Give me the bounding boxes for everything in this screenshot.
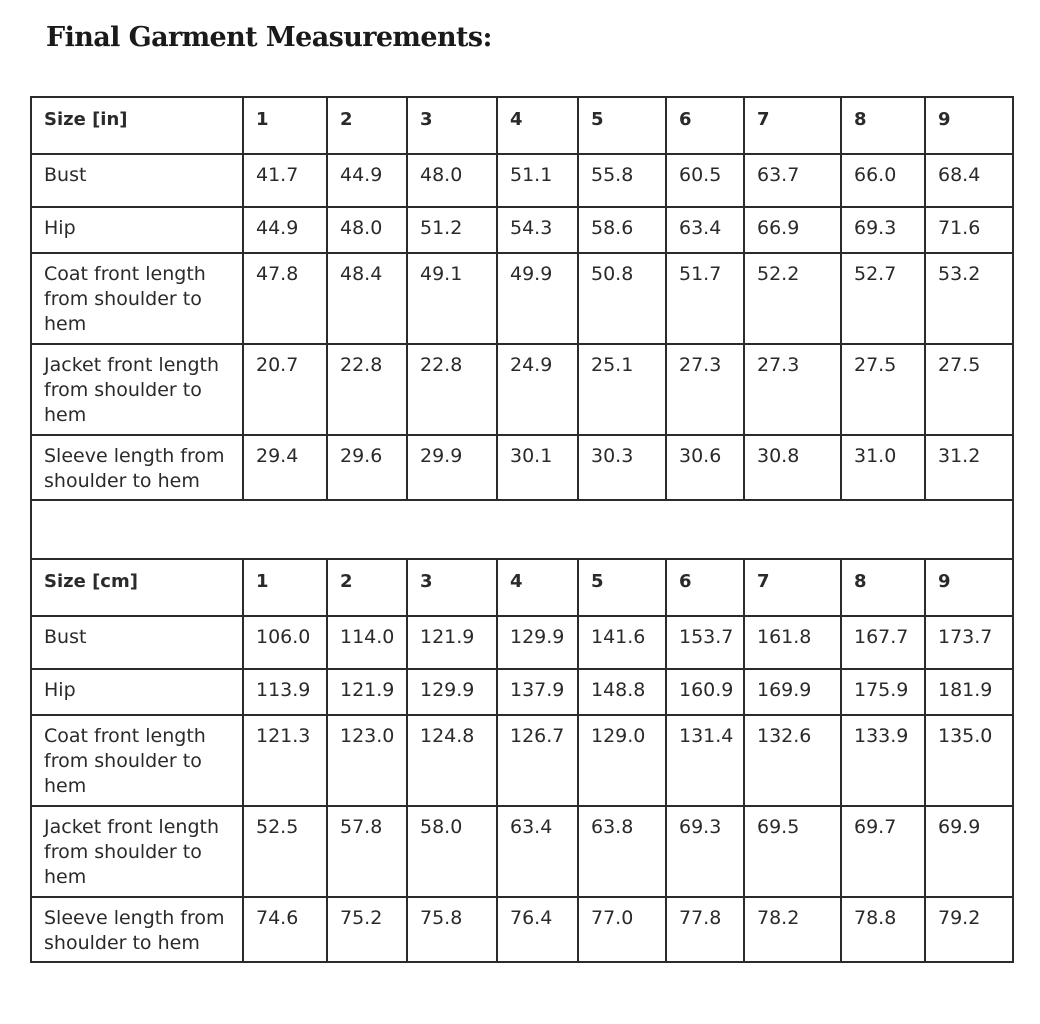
centimeters-jacket-front-length-size-5-cell bbox=[578, 806, 666, 897]
centimeters-jacket-front-length-size-2-cell bbox=[327, 806, 407, 897]
inches-coat-front-length-size-9: 53.2 bbox=[938, 263, 981, 285]
inches-coat-front-length-size-1-cell bbox=[243, 253, 327, 344]
centimeters-bust-size-4-cell bbox=[497, 616, 578, 669]
centimeters-sleeve-length-size-3-cell bbox=[407, 897, 497, 962]
centimeters-jacket-front-length-size-4: 63.4 bbox=[510, 816, 553, 838]
inches-coat-front-length-size-5-cell bbox=[578, 253, 666, 344]
inches-bust-size-9: 68.4 bbox=[938, 164, 981, 186]
inches-bust-size-9-cell bbox=[925, 154, 1013, 207]
centimeters-hip-size-6-cell bbox=[666, 669, 744, 715]
inches-bust-label: Bust bbox=[44, 164, 87, 186]
centimeters-size-3-cell bbox=[407, 559, 497, 616]
inches-sleeve-length-size-1: 29.4 bbox=[256, 445, 299, 467]
centimeters-coat-front-length-row bbox=[31, 715, 1013, 806]
inches-bust-size-6: 60.5 bbox=[679, 164, 722, 186]
inches-size-2-cell bbox=[327, 97, 407, 154]
centimeters-hip-size-9: 181.9 bbox=[938, 679, 993, 701]
centimeters-size-header-cell bbox=[31, 559, 243, 616]
centimeters-coat-front-length-size-1-cell bbox=[243, 715, 327, 806]
inches-hip-size-5-cell bbox=[578, 207, 666, 253]
inches-coat-front-length-size-8: 52.7 bbox=[854, 263, 897, 285]
inches-coat-front-length-row bbox=[31, 253, 1013, 344]
centimeters-bust-size-5: 141.6 bbox=[591, 626, 646, 648]
centimeters-sleeve-length-size-3: 75.8 bbox=[420, 907, 463, 929]
centimeters-hip-size-2-cell bbox=[327, 669, 407, 715]
centimeters-coat-front-length-size-7-cell bbox=[744, 715, 841, 806]
page-title: Final Garment Measurements: bbox=[46, 22, 492, 53]
centimeters-size-5-cell bbox=[578, 559, 666, 616]
inches-jacket-front-length-size-9-cell bbox=[925, 344, 1013, 435]
inches-bust-size-7-cell bbox=[744, 154, 841, 207]
inches-size-8: 8 bbox=[854, 109, 867, 130]
centimeters-sleeve-length-size-2: 75.2 bbox=[340, 907, 383, 929]
centimeters-bust-size-8: 167.7 bbox=[854, 626, 909, 648]
inches-hip-size-1: 44.9 bbox=[256, 217, 299, 239]
inches-coat-front-length-size-4-cell bbox=[497, 253, 578, 344]
inches-sleeve-length-size-3: 29.9 bbox=[420, 445, 463, 467]
inches-sleeve-length-size-2-cell bbox=[327, 435, 407, 500]
centimeters-coat-front-length-size-4-cell bbox=[497, 715, 578, 806]
centimeters-size-9: 9 bbox=[938, 571, 951, 592]
inches-hip-label: Hip bbox=[44, 217, 76, 239]
centimeters-jacket-front-length-size-8-cell bbox=[841, 806, 925, 897]
centimeters-coat-front-length-size-2: 123.0 bbox=[340, 725, 395, 747]
inches-hip-row bbox=[31, 207, 1013, 253]
inches-size-4: 4 bbox=[510, 109, 523, 130]
inches-bust-size-5: 55.8 bbox=[591, 164, 634, 186]
centimeters-bust-size-9: 173.7 bbox=[938, 626, 993, 648]
centimeters-coat-front-length-size-6: 131.4 bbox=[679, 725, 734, 747]
centimeters-coat-front-length-size-9-cell bbox=[925, 715, 1013, 806]
inches-sleeve-length-size-6: 30.6 bbox=[679, 445, 722, 467]
centimeters-hip-size-3-cell bbox=[407, 669, 497, 715]
centimeters-bust-size-6: 153.7 bbox=[679, 626, 734, 648]
centimeters-size-7-cell bbox=[744, 559, 841, 616]
inches-jacket-front-length-size-4: 24.9 bbox=[510, 354, 553, 376]
centimeters-size-5: 5 bbox=[591, 571, 604, 592]
inches-size-3-cell bbox=[407, 97, 497, 154]
inches-coat-front-length-size-3: 49.1 bbox=[420, 263, 463, 285]
centimeters-hip-size-7: 169.9 bbox=[757, 679, 812, 701]
inches-sleeve-length-size-5-cell bbox=[578, 435, 666, 500]
centimeters-coat-front-length-size-2-cell bbox=[327, 715, 407, 806]
centimeters-hip-size-1: 113.9 bbox=[256, 679, 311, 701]
inches-header-row bbox=[31, 97, 1013, 154]
centimeters-coat-front-length-size-8-cell bbox=[841, 715, 925, 806]
inches-bust-size-2-cell bbox=[327, 154, 407, 207]
centimeters-coat-front-length-size-7: 132.6 bbox=[757, 725, 812, 747]
inches-size-1-cell bbox=[243, 97, 327, 154]
centimeters-hip-size-8: 175.9 bbox=[854, 679, 909, 701]
section-divider-row bbox=[31, 500, 1013, 559]
centimeters-size-3: 3 bbox=[420, 571, 433, 592]
inches-jacket-front-length-size-2-cell bbox=[327, 344, 407, 435]
centimeters-coat-front-length-size-5-cell bbox=[578, 715, 666, 806]
inches-hip-size-6: 63.4 bbox=[679, 217, 722, 239]
centimeters-sleeve-length-size-7: 78.2 bbox=[757, 907, 800, 929]
inches-coat-front-length-label-cell bbox=[31, 253, 243, 344]
inches-coat-front-length-size-9-cell bbox=[925, 253, 1013, 344]
centimeters-bust-size-3: 121.9 bbox=[420, 626, 475, 648]
centimeters-coat-front-length-label: Coat front length from shoulder to hem bbox=[44, 725, 206, 797]
inches-sleeve-length-size-9-cell bbox=[925, 435, 1013, 500]
centimeters-bust-size-7: 161.8 bbox=[757, 626, 812, 648]
centimeters-sleeve-length-size-9: 79.2 bbox=[938, 907, 981, 929]
inches-jacket-front-length-size-4-cell bbox=[497, 344, 578, 435]
centimeters-bust-size-2-cell bbox=[327, 616, 407, 669]
inches-size-5-cell bbox=[578, 97, 666, 154]
centimeters-jacket-front-length-size-3-cell bbox=[407, 806, 497, 897]
centimeters-hip-size-7-cell bbox=[744, 669, 841, 715]
inches-sleeve-length-size-5: 30.3 bbox=[591, 445, 634, 467]
inches-coat-front-length-size-2: 48.4 bbox=[340, 263, 383, 285]
centimeters-bust-size-1: 106.0 bbox=[256, 626, 311, 648]
centimeters-bust-size-1-cell bbox=[243, 616, 327, 669]
inches-bust-size-2: 44.9 bbox=[340, 164, 383, 186]
centimeters-size-8: 8 bbox=[854, 571, 867, 592]
centimeters-jacket-front-length-size-7-cell bbox=[744, 806, 841, 897]
centimeters-size-header: Size [cm] bbox=[44, 571, 138, 592]
inches-coat-front-length-size-6-cell bbox=[666, 253, 744, 344]
inches-bust-row bbox=[31, 154, 1013, 207]
centimeters-hip-size-4: 137.9 bbox=[510, 679, 565, 701]
inches-coat-front-length-size-6: 51.7 bbox=[679, 263, 722, 285]
inches-size-7-cell bbox=[744, 97, 841, 154]
centimeters-coat-front-length-label-cell bbox=[31, 715, 243, 806]
centimeters-jacket-front-length-size-6-cell bbox=[666, 806, 744, 897]
centimeters-jacket-front-length-size-5: 63.8 bbox=[591, 816, 634, 838]
inches-coat-front-length-size-7-cell bbox=[744, 253, 841, 344]
inches-coat-front-length-label: Coat front length from shoulder to hem bbox=[44, 263, 206, 335]
centimeters-sleeve-length-size-4-cell bbox=[497, 897, 578, 962]
inches-sleeve-length-size-9: 31.2 bbox=[938, 445, 981, 467]
centimeters-bust-size-2: 114.0 bbox=[340, 626, 395, 648]
inches-jacket-front-length-size-6: 27.3 bbox=[679, 354, 722, 376]
centimeters-jacket-front-length-label: Jacket front length from shoulder to hem bbox=[44, 816, 219, 888]
inches-size-9-cell bbox=[925, 97, 1013, 154]
inches-jacket-front-length-size-8-cell bbox=[841, 344, 925, 435]
inches-size-header: Size [in] bbox=[44, 109, 128, 130]
inches-bust-size-6-cell bbox=[666, 154, 744, 207]
inches-size-7: 7 bbox=[757, 109, 770, 130]
inches-coat-front-length-size-3-cell bbox=[407, 253, 497, 344]
inches-bust-label-cell bbox=[31, 154, 243, 207]
centimeters-bust-row bbox=[31, 616, 1013, 669]
centimeters-sleeve-length-size-8: 78.8 bbox=[854, 907, 897, 929]
inches-bust-size-4: 51.1 bbox=[510, 164, 553, 186]
inches-size-header-cell bbox=[31, 97, 243, 154]
inches-bust-size-8: 66.0 bbox=[854, 164, 897, 186]
centimeters-size-4: 4 bbox=[510, 571, 523, 592]
centimeters-coat-front-length-size-9: 135.0 bbox=[938, 725, 993, 747]
centimeters-jacket-front-length-size-3: 58.0 bbox=[420, 816, 463, 838]
centimeters-sleeve-length-size-5: 77.0 bbox=[591, 907, 634, 929]
centimeters-size-2-cell bbox=[327, 559, 407, 616]
centimeters-hip-label: Hip bbox=[44, 679, 76, 701]
inches-hip-label-cell bbox=[31, 207, 243, 253]
centimeters-size-1: 1 bbox=[256, 571, 269, 592]
centimeters-jacket-front-length-label-cell bbox=[31, 806, 243, 897]
inches-jacket-front-length-size-8: 27.5 bbox=[854, 354, 897, 376]
centimeters-bust-size-8-cell bbox=[841, 616, 925, 669]
centimeters-hip-size-6: 160.9 bbox=[679, 679, 734, 701]
inches-hip-size-1-cell bbox=[243, 207, 327, 253]
inches-sleeve-length-size-8-cell bbox=[841, 435, 925, 500]
centimeters-hip-size-8-cell bbox=[841, 669, 925, 715]
centimeters-jacket-front-length-size-6: 69.3 bbox=[679, 816, 722, 838]
inches-size-6-cell bbox=[666, 97, 744, 154]
measurements-table bbox=[30, 96, 1014, 963]
inches-bust-size-1-cell bbox=[243, 154, 327, 207]
inches-hip-size-7: 66.9 bbox=[757, 217, 800, 239]
centimeters-jacket-front-length-size-7: 69.5 bbox=[757, 816, 800, 838]
inches-size-5: 5 bbox=[591, 109, 604, 130]
centimeters-jacket-front-length-size-4-cell bbox=[497, 806, 578, 897]
inches-sleeve-length-label-cell bbox=[31, 435, 243, 500]
inches-hip-size-5: 58.6 bbox=[591, 217, 634, 239]
centimeters-sleeve-length-size-8-cell bbox=[841, 897, 925, 962]
centimeters-jacket-front-length-size-1-cell bbox=[243, 806, 327, 897]
inches-jacket-front-length-label-cell bbox=[31, 344, 243, 435]
centimeters-sleeve-length-size-1-cell bbox=[243, 897, 327, 962]
centimeters-size-8-cell bbox=[841, 559, 925, 616]
inches-size-8-cell bbox=[841, 97, 925, 154]
measurements-table-body bbox=[31, 97, 1013, 962]
centimeters-header-row bbox=[31, 559, 1013, 616]
centimeters-bust-size-6-cell bbox=[666, 616, 744, 669]
inches-jacket-front-length-size-6-cell bbox=[666, 344, 744, 435]
inches-size-2: 2 bbox=[340, 109, 353, 130]
inches-sleeve-length-size-4-cell bbox=[497, 435, 578, 500]
inches-jacket-front-length-size-1-cell bbox=[243, 344, 327, 435]
inches-sleeve-length-size-8: 31.0 bbox=[854, 445, 897, 467]
centimeters-sleeve-length-size-1: 74.6 bbox=[256, 907, 299, 929]
centimeters-jacket-front-length-size-1: 52.5 bbox=[256, 816, 299, 838]
inches-hip-size-8: 69.3 bbox=[854, 217, 897, 239]
inches-hip-size-3: 51.2 bbox=[420, 217, 463, 239]
inches-size-4-cell bbox=[497, 97, 578, 154]
inches-jacket-front-length-size-9: 27.5 bbox=[938, 354, 981, 376]
centimeters-coat-front-length-size-3-cell bbox=[407, 715, 497, 806]
centimeters-hip-label-cell bbox=[31, 669, 243, 715]
inches-hip-size-4: 54.3 bbox=[510, 217, 553, 239]
inches-jacket-front-length-size-5-cell bbox=[578, 344, 666, 435]
inches-jacket-front-length-size-7-cell bbox=[744, 344, 841, 435]
inches-hip-size-3-cell bbox=[407, 207, 497, 253]
centimeters-size-9-cell bbox=[925, 559, 1013, 616]
centimeters-bust-label-cell bbox=[31, 616, 243, 669]
centimeters-hip-row bbox=[31, 669, 1013, 715]
inches-jacket-front-length-size-1: 20.7 bbox=[256, 354, 299, 376]
inches-sleeve-length-size-4: 30.1 bbox=[510, 445, 553, 467]
inches-sleeve-length-label: Sleeve length from shoulder to hem bbox=[44, 445, 225, 492]
inches-bust-size-7: 63.7 bbox=[757, 164, 800, 186]
centimeters-coat-front-length-size-3: 124.8 bbox=[420, 725, 475, 747]
inches-hip-size-8-cell bbox=[841, 207, 925, 253]
centimeters-hip-size-5: 148.8 bbox=[591, 679, 646, 701]
inches-bust-size-3-cell bbox=[407, 154, 497, 207]
inches-bust-size-8-cell bbox=[841, 154, 925, 207]
centimeters-bust-label: Bust bbox=[44, 626, 87, 648]
inches-coat-front-length-size-8-cell bbox=[841, 253, 925, 344]
inches-sleeve-length-size-7: 30.8 bbox=[757, 445, 800, 467]
centimeters-size-1-cell bbox=[243, 559, 327, 616]
inches-coat-front-length-size-4: 49.9 bbox=[510, 263, 553, 285]
inches-hip-size-2-cell bbox=[327, 207, 407, 253]
inches-jacket-front-length-row bbox=[31, 344, 1013, 435]
inches-sleeve-length-size-6-cell bbox=[666, 435, 744, 500]
centimeters-sleeve-length-size-6: 77.8 bbox=[679, 907, 722, 929]
centimeters-size-7: 7 bbox=[757, 571, 770, 592]
centimeters-sleeve-length-label: Sleeve length from shoulder to hem bbox=[44, 907, 225, 954]
centimeters-jacket-front-length-row bbox=[31, 806, 1013, 897]
inches-hip-size-9-cell bbox=[925, 207, 1013, 253]
centimeters-bust-size-3-cell bbox=[407, 616, 497, 669]
inches-jacket-front-length-size-7: 27.3 bbox=[757, 354, 800, 376]
inches-hip-size-9: 71.6 bbox=[938, 217, 981, 239]
inches-bust-size-5-cell bbox=[578, 154, 666, 207]
inches-hip-size-7-cell bbox=[744, 207, 841, 253]
centimeters-jacket-front-length-size-9-cell bbox=[925, 806, 1013, 897]
inches-coat-front-length-size-7: 52.2 bbox=[757, 263, 800, 285]
centimeters-coat-front-length-size-8: 133.9 bbox=[854, 725, 909, 747]
centimeters-coat-front-length-size-5: 129.0 bbox=[591, 725, 646, 747]
section-divider-cell bbox=[31, 500, 1013, 559]
centimeters-hip-size-5-cell bbox=[578, 669, 666, 715]
centimeters-size-2: 2 bbox=[340, 571, 353, 592]
centimeters-hip-size-9-cell bbox=[925, 669, 1013, 715]
inches-hip-size-2: 48.0 bbox=[340, 217, 383, 239]
inches-coat-front-length-size-2-cell bbox=[327, 253, 407, 344]
inches-sleeve-length-size-3-cell bbox=[407, 435, 497, 500]
centimeters-hip-size-2: 121.9 bbox=[340, 679, 395, 701]
inches-bust-size-4-cell bbox=[497, 154, 578, 207]
centimeters-bust-size-7-cell bbox=[744, 616, 841, 669]
inches-hip-size-4-cell bbox=[497, 207, 578, 253]
inches-jacket-front-length-size-2: 22.8 bbox=[340, 354, 383, 376]
inches-bust-size-1: 41.7 bbox=[256, 164, 299, 186]
centimeters-jacket-front-length-size-8: 69.7 bbox=[854, 816, 897, 838]
inches-jacket-front-length-size-5: 25.1 bbox=[591, 354, 634, 376]
inches-coat-front-length-size-1: 47.8 bbox=[256, 263, 299, 285]
centimeters-coat-front-length-size-1: 121.3 bbox=[256, 725, 311, 747]
inches-jacket-front-length-size-3: 22.8 bbox=[420, 354, 463, 376]
centimeters-hip-size-1-cell bbox=[243, 669, 327, 715]
inches-sleeve-length-size-7-cell bbox=[744, 435, 841, 500]
centimeters-sleeve-length-size-7-cell bbox=[744, 897, 841, 962]
centimeters-bust-size-4: 129.9 bbox=[510, 626, 565, 648]
centimeters-bust-size-9-cell bbox=[925, 616, 1013, 669]
centimeters-jacket-front-length-size-2: 57.8 bbox=[340, 816, 383, 838]
centimeters-size-6-cell bbox=[666, 559, 744, 616]
centimeters-sleeve-length-size-2-cell bbox=[327, 897, 407, 962]
centimeters-size-4-cell bbox=[497, 559, 578, 616]
centimeters-coat-front-length-size-6-cell bbox=[666, 715, 744, 806]
inches-bust-size-3: 48.0 bbox=[420, 164, 463, 186]
inches-jacket-front-length-size-3-cell bbox=[407, 344, 497, 435]
inches-sleeve-length-row bbox=[31, 435, 1013, 500]
inches-size-6: 6 bbox=[679, 109, 692, 130]
inches-sleeve-length-size-1-cell bbox=[243, 435, 327, 500]
centimeters-size-6: 6 bbox=[679, 571, 692, 592]
inches-size-9: 9 bbox=[938, 109, 951, 130]
inches-hip-size-6-cell bbox=[666, 207, 744, 253]
centimeters-sleeve-length-size-5-cell bbox=[578, 897, 666, 962]
centimeters-sleeve-length-size-9-cell bbox=[925, 897, 1013, 962]
inches-size-3: 3 bbox=[420, 109, 433, 130]
centimeters-sleeve-length-size-4: 76.4 bbox=[510, 907, 553, 929]
inches-jacket-front-length-label: Jacket front length from shoulder to hem bbox=[44, 354, 219, 426]
centimeters-coat-front-length-size-4: 126.7 bbox=[510, 725, 565, 747]
centimeters-sleeve-length-row bbox=[31, 897, 1013, 962]
inches-sleeve-length-size-2: 29.6 bbox=[340, 445, 383, 467]
centimeters-hip-size-3: 129.9 bbox=[420, 679, 475, 701]
inches-coat-front-length-size-5: 50.8 bbox=[591, 263, 634, 285]
centimeters-bust-size-5-cell bbox=[578, 616, 666, 669]
centimeters-hip-size-4-cell bbox=[497, 669, 578, 715]
centimeters-sleeve-length-label-cell bbox=[31, 897, 243, 962]
inches-size-1: 1 bbox=[256, 109, 269, 130]
centimeters-jacket-front-length-size-9: 69.9 bbox=[938, 816, 981, 838]
centimeters-sleeve-length-size-6-cell bbox=[666, 897, 744, 962]
